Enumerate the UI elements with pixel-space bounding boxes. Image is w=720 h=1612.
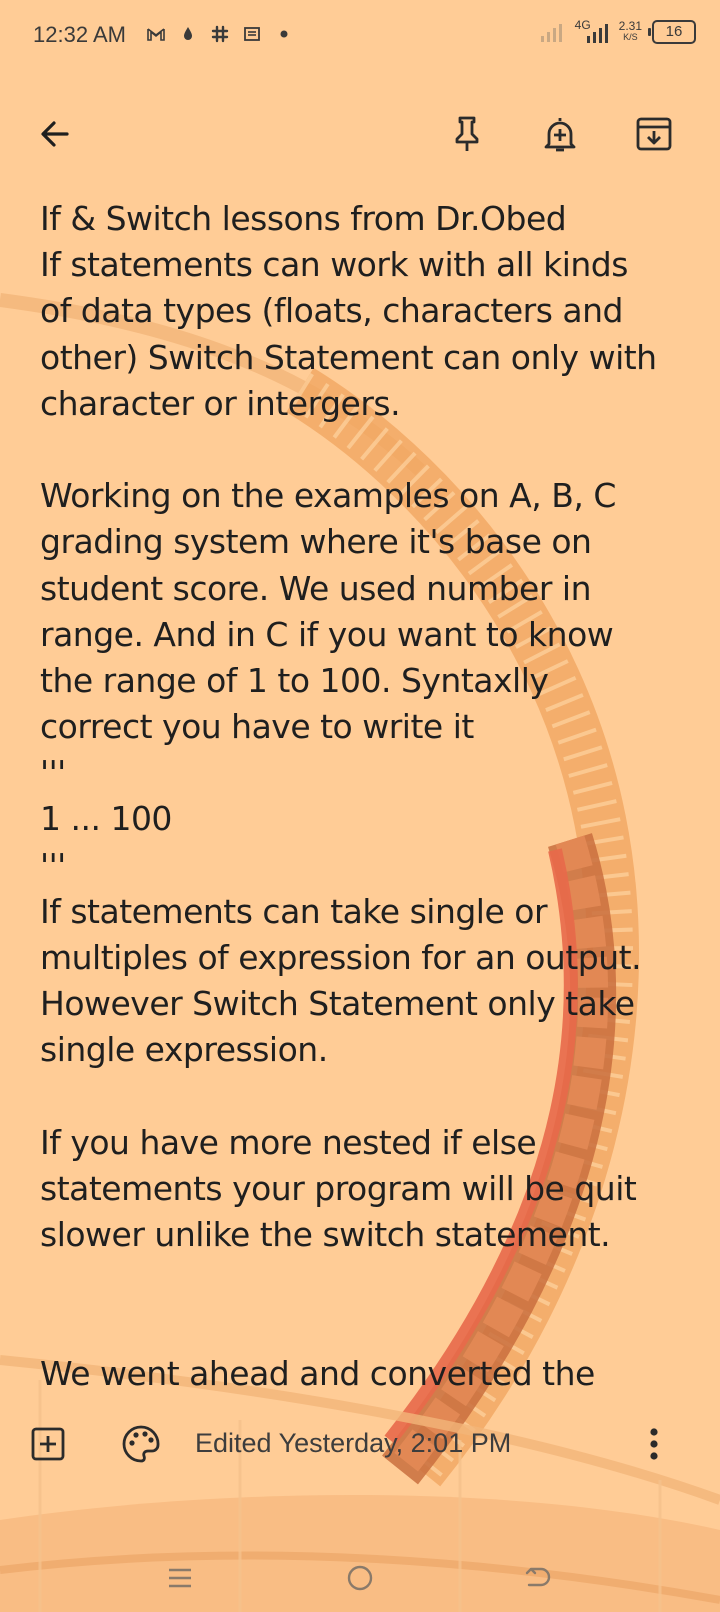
note-line[interactable]: If statements can work with all kinds — [40, 245, 628, 285]
note-toolbar — [0, 100, 720, 170]
add-box-icon — [30, 1426, 66, 1462]
system-icons — [539, 20, 696, 44]
note-line[interactable]: character or intergers. — [40, 383, 401, 423]
palette-icon — [121, 1424, 161, 1464]
status-time: 12:32 AM — [33, 22, 126, 47]
more-vert-icon — [648, 1426, 660, 1462]
home-button[interactable] — [340, 1558, 380, 1598]
more-options-button[interactable] — [630, 1420, 678, 1468]
slack-icon — [210, 24, 230, 44]
note-title-line[interactable]: If & Switch lessons from Dr.Obed — [40, 199, 567, 238]
pin-button[interactable] — [443, 110, 491, 158]
background-options-button[interactable] — [117, 1420, 165, 1468]
note-line[interactable] — [40, 1305, 700, 1351]
note-line[interactable] — [40, 1074, 700, 1120]
home-circle-icon — [345, 1563, 375, 1593]
signal-4g-icon — [575, 20, 609, 44]
add-button[interactable] — [24, 1420, 72, 1468]
bottom-action-bar — [0, 1410, 720, 1480]
edited-timestamp: Edited Yesterday, 2:01 PM — [195, 1428, 512, 1458]
menu-icon — [166, 1564, 194, 1592]
note-line[interactable]: If you have more nested if else — [40, 1122, 537, 1162]
gmail-icon — [146, 24, 166, 44]
note-line[interactable]: other) Switch Statement can only with — [40, 337, 657, 377]
note-line[interactable]: slower unlike the switch statement. — [40, 1215, 611, 1255]
speed-value: 2.31 — [618, 19, 642, 33]
note-line[interactable]: statements your program will be quit — [40, 1168, 637, 1208]
note-line[interactable] — [40, 427, 700, 473]
archive-icon — [635, 115, 673, 153]
network-speed — [619, 21, 642, 43]
bell-plus-icon — [541, 114, 579, 154]
note-line[interactable]: ''' — [40, 753, 66, 793]
note-line[interactable]: of data types (floats, characters and — [40, 291, 623, 331]
speed-unit: K/S — [623, 32, 638, 42]
battery-indicator: 16 — [652, 20, 696, 44]
pin-icon — [449, 114, 485, 154]
back-button[interactable] — [31, 110, 79, 158]
note-line[interactable] — [40, 1258, 700, 1304]
network-type: 4G — [574, 18, 591, 32]
notification-icons — [146, 24, 294, 44]
back-arrow-icon — [523, 1563, 553, 1593]
note-line[interactable]: Working on the examples on A, B, C — [40, 476, 616, 516]
drop-icon — [178, 24, 198, 44]
note-line[interactable]: range. And in C if you want to know — [40, 614, 614, 654]
recent-apps-button[interactable] — [160, 1558, 200, 1598]
arrow-left-icon — [37, 116, 73, 152]
system-back-button[interactable] — [518, 1558, 558, 1598]
note-line[interactable]: student score. We used number in — [40, 568, 591, 608]
status-bar — [0, 0, 720, 70]
reminder-button[interactable] — [536, 110, 584, 158]
signal-weak-icon — [539, 21, 565, 43]
note-line[interactable]: correct you have to write it — [40, 707, 474, 747]
note-line[interactable]: We went ahead and converted the — [40, 1353, 595, 1393]
note-line[interactable]: 1 ... 100 — [40, 799, 172, 839]
system-nav-bar — [0, 1540, 720, 1612]
note-body[interactable] — [40, 196, 700, 1406]
note-line[interactable]: grading system where it's base on — [40, 522, 592, 562]
note-line[interactable]: the range of 1 to 100. Syntaxlly — [40, 660, 549, 700]
note-line[interactable]: ''' — [40, 845, 66, 885]
news-icon — [242, 24, 262, 44]
note-line[interactable]: If statements can take single or — [40, 891, 548, 931]
note-line[interactable]: multiples of expression for an output. — [40, 938, 642, 977]
more-notifications-dot-icon — [274, 24, 294, 44]
archive-button[interactable] — [630, 110, 678, 158]
note-line[interactable]: single expression. — [40, 1030, 328, 1070]
note-line[interactable]: However Switch Statement only take — [40, 984, 635, 1024]
